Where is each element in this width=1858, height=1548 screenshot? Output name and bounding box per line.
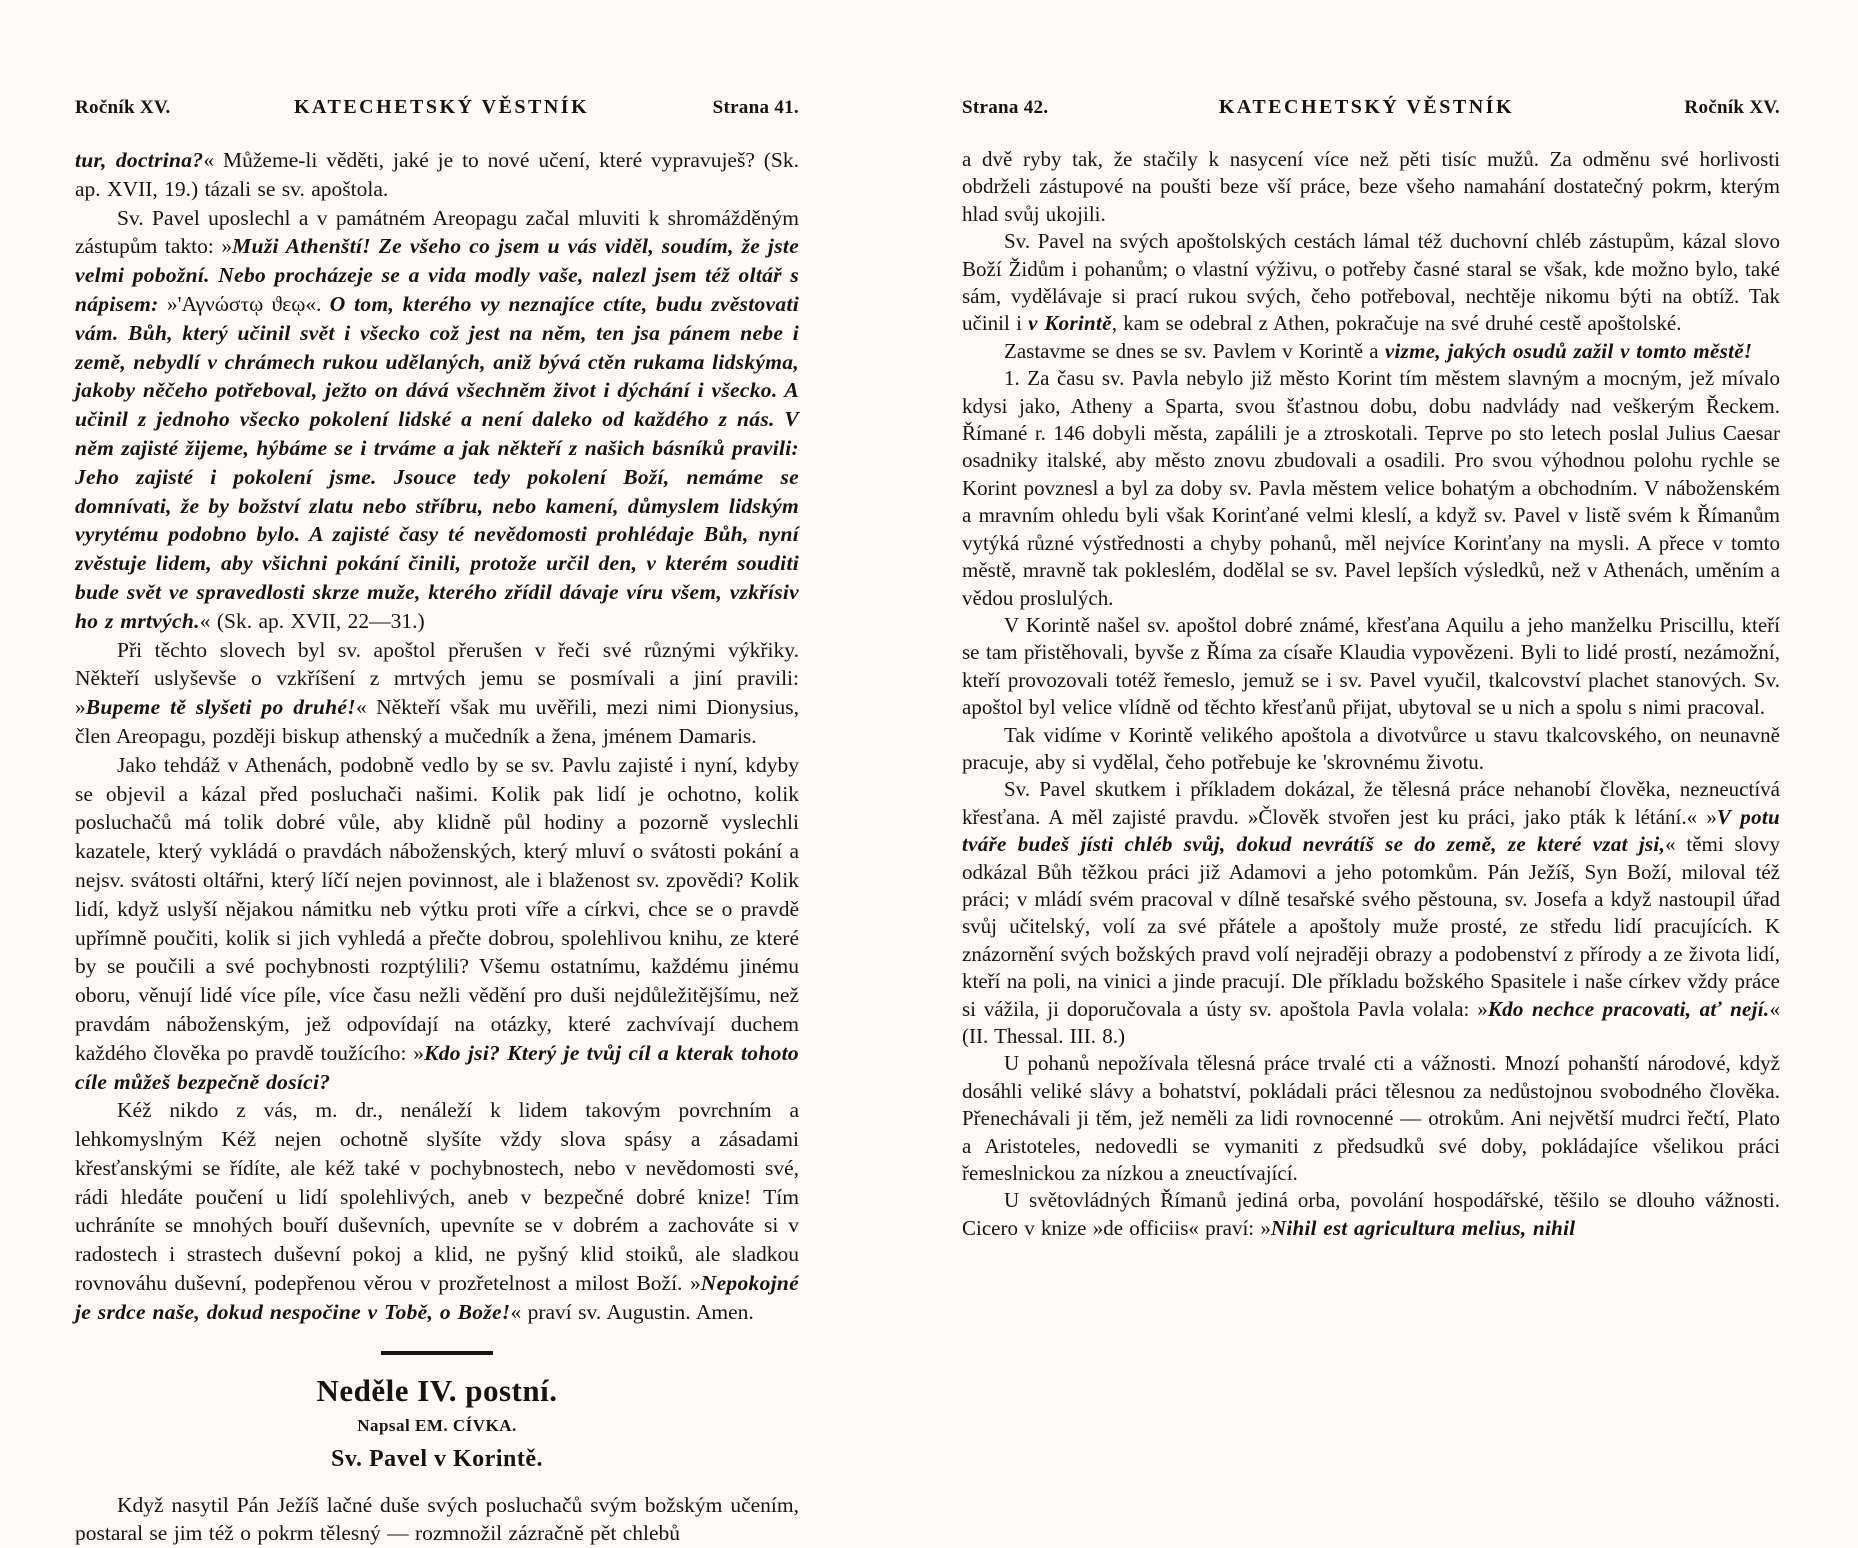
body-paragraph (962, 776, 1780, 1050)
body-text: U světovládných Římanů jediná orba, povolání hospodářské, těšilo se dlouho vážnosti. Cicero v knize »de officiis« praví: » (962, 1188, 1780, 1240)
body-paragraph (962, 228, 1780, 338)
body-text: , kam se odebral z Athen, pokračuje na své druhé cestě apoštolské. (1111, 311, 1682, 336)
body-text: Tak vidíme v Korintě velikého apoštola a divotvůrce u stavu tkalcovského, on neunavně pracuje, aby si vydělal, čeho potřebuje ke 'skrovnému životu. (962, 722, 1780, 774)
volume-label: Ročník XV. (75, 97, 171, 118)
body-text: Sv. Pavel uposlechl a v památném Areopagu začal mluviti k shromážděným zástupům takto: » (75, 205, 799, 259)
page-number-label: Strana 41. (712, 97, 799, 118)
page-42-body (962, 146, 1780, 1242)
body-text: Sv. Pavel skutkem i příkladem dokázal, že tělesná práce nehanobí člověka, nezneuctívá křesťana. A měl zajisté pravdu. »Člověk stvořen jest ku práci, jako pták k létání.« » (962, 777, 1780, 829)
body-paragraph (962, 612, 1780, 722)
body-paragraph (75, 146, 799, 204)
section-divider-rule (381, 1351, 493, 1355)
body-text: « těmi slovy odkázal Bůh těžkou práci již Adamovi a jeho potomkům. Pán Ježíš, Syn Boží, miloval též práci; v mládí svém pracoval v dílně tesařské svého pěstouna, sv. Josefa a když nastoupil úřad svůj učitelský, volí za své přátele a apoštoly muže prosté, ze středu lidí pracujících. K znázornění svých božských pravd volí nejraději obrazy a podobenství z přírody a ze života lidí, kteří na poli, na vinici a jinde pracují. Dle příkladu božského Spasitele i naše církev vždy práce si vážila, ji doporučovala a ústy sv. apoštola Pavla volala: » (962, 832, 1780, 1021)
body-paragraph (75, 1491, 799, 1548)
body-text: « (Sk. ap. XVII, 22—31.) (199, 608, 425, 633)
body-text: U pohanů nepožívala tělesná práce trvalé cti a vážnosti. Mnozí pohanští národové, když dosáhli veliké slávy a bohatství, pokládali práci tělesnou za nedůstojnou svobodného člověka. Přenechávali ji těm, jež neměli za lidi rovnocenné — otrokům. Ani největší mudrci řečtí, Plato a Aristoteles, nedovedli se vymaniti z předsudků své doby, pokládajíce všelikou práci řemeslnickou za nízkou a zneuctívající. (962, 1051, 1780, 1186)
body-paragraph (962, 1187, 1780, 1242)
quoted-italic-text: V potu tváře budeš jísti chléb svůj, dokud nevrátíš se do země, ze které vzat jsi, (962, 804, 1780, 857)
article-subtitle: Sv. Pavel v Korintě. (331, 1445, 543, 1472)
body-paragraph (75, 636, 799, 751)
body-paragraph (962, 722, 1780, 777)
body-paragraph (962, 146, 1780, 228)
body-text: Kéž nikdo z vás, m. dr., nenáleží k lidem takovým povrchním a lehkomyslným Kéž nejen ochotně slyšíte vždy slova spásy a zásadami křesťanskými se řídíte, ale kéž také v pochybnostech, nebo v nevědomosti své, rádi hledáte poučení u lidí spolehlivých, aneb v bezpečné dobré knize! Tím uchráníte se mnohých bouří duševních, upevníte se v dobrém a zachováte si v radostech i strastech duševní pokoj a klid, ne pyšný klid stoiků, ale sladkou rovnováhu duševní, podepřenou věrou v prozřetelnost a milost Boží. » (75, 1098, 799, 1296)
body-paragraph (962, 338, 1780, 365)
article-title: Neděle IV. postní. (316, 1372, 558, 1408)
quoted-italic-text: Muži Athenští! Ze všeho co jsem u vás viděl, soudím, že jste velmi pobožní. Nebo procházeje se a vida modly vaše, nalezl jsem též oltář s nápisem: (75, 234, 799, 316)
page-header-right (962, 96, 1780, 119)
page-42 (962, 96, 1780, 1242)
quoted-italic-text: O tom, kterého vy neznajíce ctíte, budu zvěstovati vám. Bůh, který učinil svět i všecko což jest na něm, ten jsa pánem nebe i země, nebydlí v chrámech rukou udělaných, aniž bývá ctěn rukama lidskýma, jakoby něčeho potřeboval, ježto on dává všechněm život i dýchání i všecko. A učinil z jednoho všecko pokolení lidské a není daleko od každého z nás. V něm zajisté žijeme, hýbáme se i trváme a jak někteří z našich básníků pravili: Jeho zajisté i pokolení jsme. Jsouce tedy pokolení Boží, nemáme se domnívati, že by božství zlatu nebo stříbru, nebo kamení, důmyslem lidským vyrytému podobno bylo. A zajisté časy té nevědomosti prohlédaje Bůh, nyní zvěstuje lidem, aby všichni pokání činili, protože určil den, v kterém souditi bude svět ve spravedlosti skrze muže, kterého zřídil dávaje víru všem, vzkřísiv ho z mrtvých. (75, 291, 799, 633)
body-text: »'Αγνώστῳ ϑεῳ«. (158, 291, 330, 316)
body-text: Při těchto slovech byl sv. apoštol přerušen v řeči své různými výkřiky. Někteří uslyševše o vzkříšení z mrtvých jemu se posmívali a jiní pravili: » (75, 637, 799, 720)
quoted-italic-text: vizme, jakých osudů zažil v tomto městě! (1384, 338, 1753, 363)
body-text: « Někteří však mu uvěřili, mezi nimi Dionysius, člen Areopagu, později biskup athenský a mučedník a žena, jménem Damaris. (75, 695, 799, 748)
body-text: « (II. Thessal. III. 8.) (962, 996, 1780, 1048)
body-paragraph (75, 1096, 799, 1326)
volume-label: Ročník XV. (1684, 97, 1780, 118)
body-text: « praví sv. Augustin. Amen. (510, 1299, 754, 1324)
body-text: Zastavme se dnes se sv. Pavlem v Korintě a (1004, 338, 1385, 363)
journal-title: KATECHETSKÝ VĚSTNÍK (293, 96, 590, 118)
body-paragraph (962, 1050, 1780, 1187)
body-text: Jako tehdáž v Athenách, podobně vedlo by se sv. Pavlu zajisté i nyní, kdyby se objevil a kázal před posluchači našimi. Kolik pak lidí je ochotno, kolik posluchačů má tolik dobré vůle, aby klidně půl hodiny a pozorně vyslechli kazatele, který vykládá o pravdách náboženských, který mluví o svátosti pokání a nejsv. svátosti oltářni, který líčí nejen povinnost, ale i blaženost sv. zpovědi? Kolik lidí, když uslyší nějakou námitku neb výtku proti víře a církvi, chce se o pravdě upřímně poučiti, kolik si jich vyhledá a přečte dobrou, spolehlivou knihu, ze které by se poučili a své pochybnosti rozptýlili? Všemu ostatnímu, každému jinému oboru, věnují lidé více píle, více času nežli vědění pro duši nejdůležitějšímu, než pravdám náboženským, jež odpovídají na otázky, které zachvívají duchem každého člověka po pravdě toužícího: » (75, 752, 799, 1065)
article-byline: Napsal EM. CÍVKA. (357, 1415, 517, 1435)
journal-title: KATECHETSKÝ VĚSTNÍK (1218, 96, 1514, 118)
body-text: Když nasytil Pán Ježíš lačné duše svých posluchačů svým božským učením, postaral se jim též o pokrm tělesný — rozmnožil zázračně pět chlebů (75, 1492, 799, 1546)
quoted-italic-text: Nepokojné je srdce naše, dokud nespočine v Tobě, o Bože! (75, 1271, 799, 1324)
body-paragraph (962, 365, 1780, 612)
page-41-body (75, 146, 799, 1548)
body-text: a dvě ryby tak, že stačily k nasycení více než pěti tisíc mužů. Za odměnu své horlivosti obdrželi zástupové na poušti beze vší práce, beze všeho namahání dostatečný pokrm, kterým hlad svůj ukojili. (962, 147, 1780, 226)
body-text: 1. Za času sv. Pavla nebylo již město Korint tím městem slavným a mocným, jež mívalo kdysi jako, Atheny a Sparta, svou šťastnou dobu, dobu nadvlády nad veškerým Řeckem. Římané r. 146 dobyli města, zapálili je a ztroskotali. Teprve po sto letech poslal Julius Caesar osadniky italské, aby město znovu zbudovali a osadili. Pro svou výhodnou polohu rychle se Korint povznesl a byl za doby sv. Pavla městem velice bohatým a obchodním. V náboženském a mravním ohledu byli však Korinťané velmi kleslí, a když sv. Pavel v listě svém k Římanům vytýká různé výstřednosti a chyby pohanů, měl nejvíce Korinťany na mysli. A přece v tomto městě, mravně tak pokleslém, dodělal se sv. Pavel lepších výsledků, než v Athenách, uměním a vědou proslulých. (962, 366, 1780, 610)
quoted-italic-text: v Korintě (1028, 311, 1112, 336)
body-text: V Korintě našel sv. apoštol dobré známé, křesťana Aquilu a jeho manželku Priscillu, kteří se tam přistěhovali, byvše z Říma za císaře Klaudia vypovězeni. Byli to lidé prostí, nezámožní, kteří provozovali totéž řemeslo, jemuž se i sv. Pavel vyučil, tkalcovství plachet stanových. Sv. apoštol byl velice vlídně od těchto křesťanů přijat, ubytoval se u nich a spolu s nimi pracoval. (962, 612, 1780, 720)
quoted-italic-text: Bupeme tě slyšeti po druhé! (85, 695, 356, 720)
body-paragraph (75, 751, 799, 1097)
body-text: Sv. Pavel na svých apoštolských cestách lámal též duchovní chléb zástupům, kázal slovo Boží Židům i pohanům; o vlastní výživu, o potřeby časné staral se však, kde možno bylo, také sám, vydělávaje si prací rukou svých, čeho potřeboval, nechtěje nikomu býti na obtíž. Tak učinil i (962, 229, 1780, 336)
page-number-label: Strana 42. (962, 97, 1049, 118)
quoted-italic-text: Kdo jsi? Který je tvůj cíl a kterak tohoto cíle můžeš bezpečně dosíci? (75, 1040, 799, 1094)
body-paragraph (75, 204, 799, 636)
body-text: « Můžeme-li věděti, jaké je to nové učení, které vypravuješ? (Sk. ap. XVII, 19.) tázali se sv. apoštola. (75, 148, 800, 201)
quoted-italic-text: Nihil est agricultura melius, nihil (1270, 1215, 1576, 1240)
quoted-italic-text: Kdo nechce pracovati, ať nejí. (1487, 996, 1770, 1021)
page-41 (75, 96, 799, 1548)
quoted-italic-text: tur, doctrina? (75, 148, 204, 172)
page-header-left (75, 96, 799, 119)
